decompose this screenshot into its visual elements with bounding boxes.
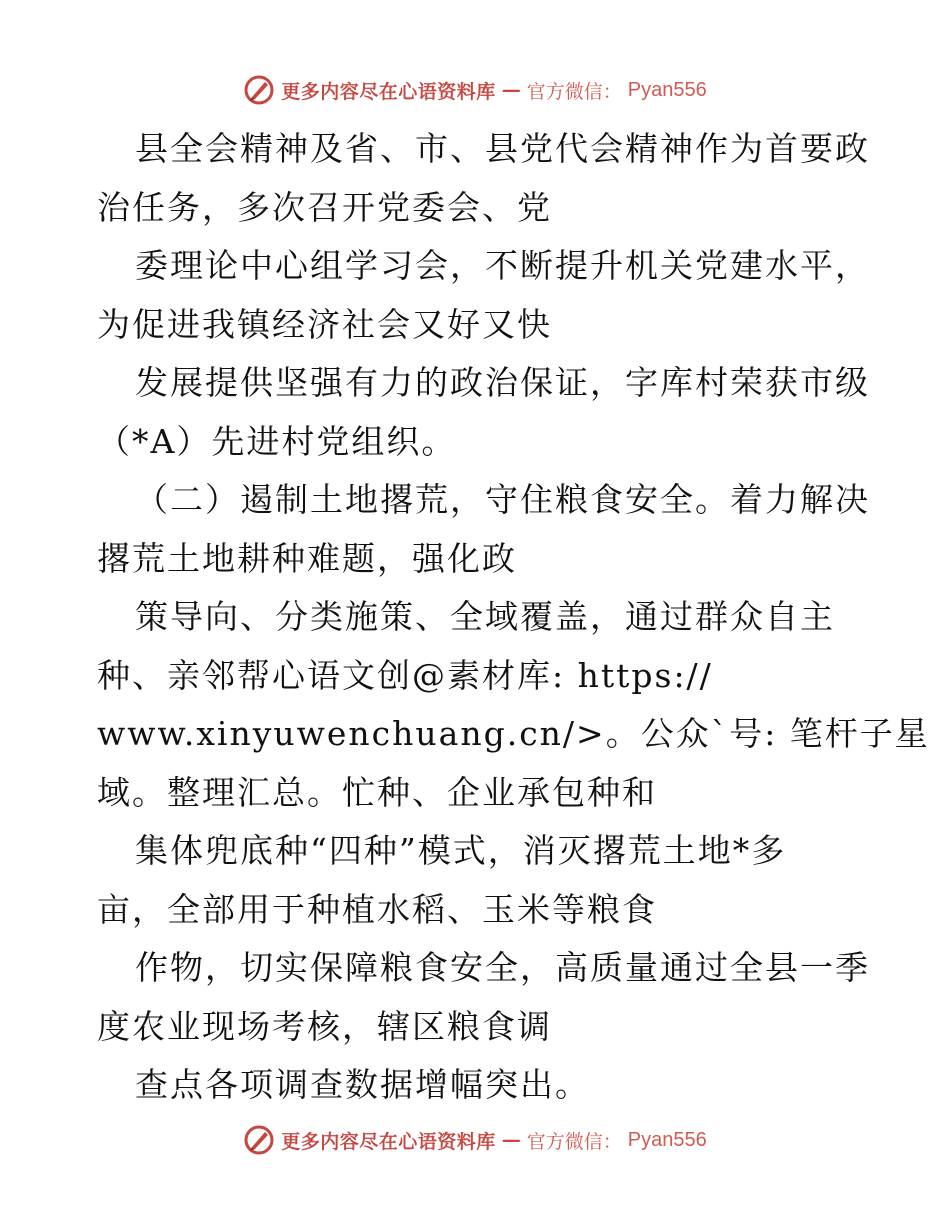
- header-banner-id: Pyan556: [627, 78, 707, 101]
- body-line: 种、亲邻帮心语文创@素材库: https://: [97, 655, 713, 695]
- footer-banner-text: 更多内容尽在心语资料库: [281, 1130, 496, 1153]
- header-banner-text: 更多内容尽在心语资料库: [281, 80, 496, 103]
- header-banner-sub: 官方微信：: [526, 80, 622, 103]
- header-watermark-banner: [0, 70, 950, 110]
- header-banner-dash: —: [501, 79, 521, 101]
- body-line: 为促进我镇经济社会又好又快: [97, 304, 552, 344]
- body-line: 治任务，多次召开党委会、党: [97, 187, 552, 227]
- body-line: 作物，切实保障粮食安全，高质量通过全县一季: [135, 948, 870, 987]
- body-text: [97, 120, 930, 1115]
- body-line: 度农业现场考核，辖区粮食调: [97, 1006, 552, 1046]
- body-line: 亩，全部用于种植水稻、玉米等粮食: [97, 889, 657, 929]
- body-line: 域。整理汇总。忙种、企业承包种和: [97, 772, 657, 812]
- footer-banner-dash: —: [501, 1129, 521, 1151]
- pen-logo-icon: [243, 74, 275, 106]
- body-line: 集体兜底种“四种”模式，消灭撂荒土地*多: [135, 831, 787, 870]
- body-line: 委理论中心组学习会，不断提升机关党建水平，: [135, 246, 870, 285]
- footer-banner-sub: 官方微信：: [526, 1130, 622, 1153]
- body-line: 查点各项调查数据增幅突出。: [135, 1065, 590, 1104]
- body-line: 撂荒土地耕种难题，强化政: [97, 538, 517, 578]
- pen-logo-icon: [243, 1124, 275, 1156]
- body-line: 发展提供坚强有力的政治保证，字库村荣获市级: [135, 363, 870, 402]
- body-line: （*A）先进村党组织。: [97, 421, 457, 461]
- body-line: 策导向、分类施策、全域覆盖，通过群众自主: [135, 597, 835, 636]
- body-line: （二）遏制土地撂荒，守住粮食安全。着力解决: [135, 480, 870, 519]
- body-line: www.xinyuwenchuang.cn/>。公众`号: 笔杆子星: [97, 714, 930, 753]
- footer-banner-id: Pyan556: [627, 1128, 707, 1151]
- body-line: 县全会精神及省、市、县党代会精神作为首要政: [135, 129, 870, 168]
- footer-watermark-banner: [0, 1120, 950, 1160]
